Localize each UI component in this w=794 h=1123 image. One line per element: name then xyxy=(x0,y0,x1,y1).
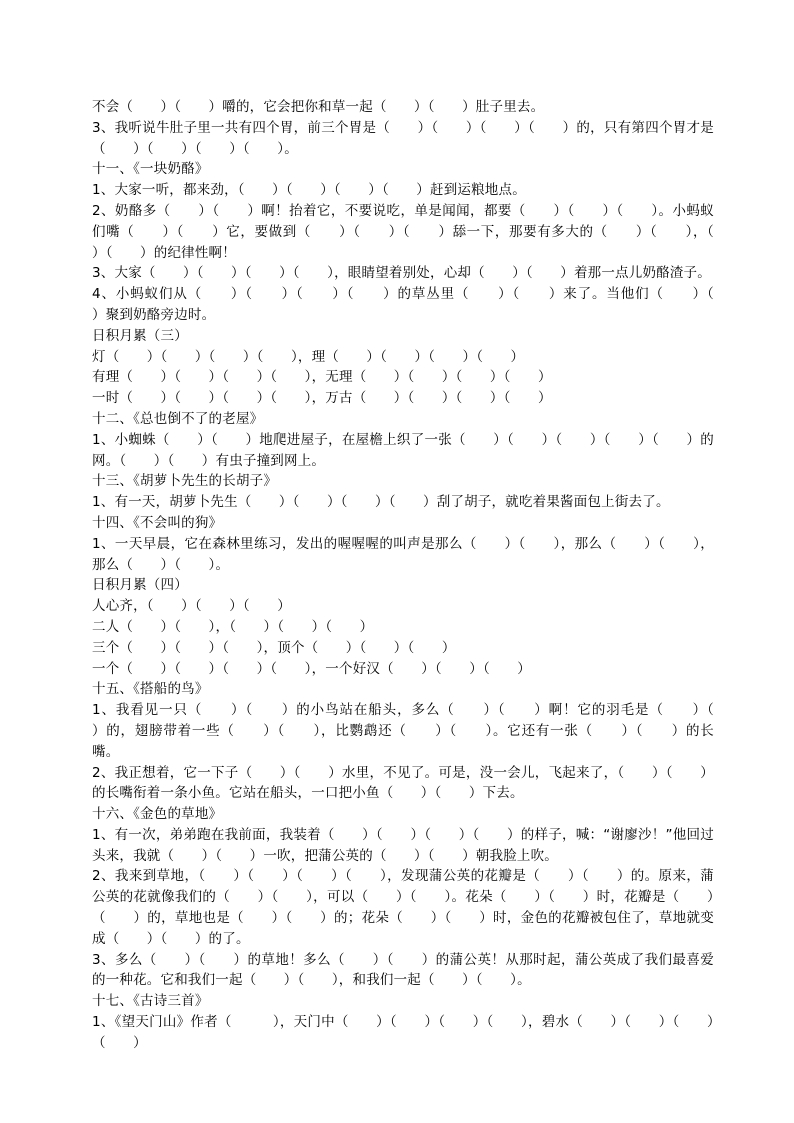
section-heading: 日积月累（三） xyxy=(92,327,188,344)
section-heading: 十三、《胡萝卜先生的长胡子》 xyxy=(92,473,278,490)
question-item: 1、有一天，胡萝卜先生（ ）（ ）（ ）（ ）刮了胡子，就吃着果酱面包上街去了。 xyxy=(92,494,670,511)
question-item: 1、一天早晨，它在森林里练习，发出的喔喔喔的叫声是那么（ ）（ ），那么（ ）（ ），那么（ ）（ ）。 xyxy=(92,535,714,573)
idiom-line: 三个（ ）（ ）（ ），顶个（ ）（ ）（ ） xyxy=(92,639,456,656)
section-heading: 日积月累（四） xyxy=(92,577,188,594)
section-heading: 十五、《搭船的鸟》 xyxy=(92,681,209,698)
question-item: 1、有一次，弟弟跑在我前面，我装着（ ）（ ）（ ）（ ）的样子，喊：“谢廖沙！”他回过头来，我就（ ）（ ）一吹，把蒲公英的（ ）（ ）朝我脸上吹。 xyxy=(92,826,714,864)
question-item: 1、大家一听，都来劲，（ ）（ ）（ ）（ ）赶到运粮地点。 xyxy=(92,182,526,199)
question-3-stomachs: 3、我听说牛肚子里一共有四个胃，前三个胃是（ ）（ ）（ ）（ ）的，只有第四个胃才是（ ）（ ）（ ）（ ）。 xyxy=(92,119,714,157)
question-item: 1、小蜘蛛（ ）（ ）地爬进屋子，在屋檐上织了一张（ ）（ ）（ ）（ ）（ ）的网。（ ）（ ）有虫子撞到网上。 xyxy=(92,431,714,469)
question-item: 2、我来到草地，（ ）（ ）（ ）（ ），发现蒲公英的花瓣是（ ）（ ）的。原来，蒲公英的花就像我们的（ ）（ ），可以（ ）（ ）。花朵（ ）（ ）时，花瓣是（ ）（ ）的，草地也是（ ）（ ）的；花朵（ ）（ ）时，金色的花瓣被包住了，草地就变成（ ）（ ）的了。 xyxy=(92,868,714,947)
idiom-line: 人心齐，（ ）（ ）（ ） xyxy=(92,598,291,615)
idiom-line: 一时（ ）（ ）（ ）（ ），万古（ ）（ ）（ ）（ ） xyxy=(92,390,552,407)
question-item: 4、小蚂蚁们从（ ）（ ）（ ）（ ）的草丛里（ ）（ ）来了。当他们（ ）（ ）聚到奶酪旁边时。 xyxy=(92,286,742,323)
section-heading: 十四、《不会叫的狗》 xyxy=(92,514,223,531)
worksheet-page xyxy=(92,97,742,1054)
section-heading: 十七、《古诗三首》 xyxy=(92,993,209,1010)
idiom-line: 灯（ ）（ ）（ ）（ ），理（ ）（ ）（ ）（ ） xyxy=(92,348,525,365)
question-item: 3、大家（ ）（ ）（ ）（ ），眼睛望着别处，心却（ ）（ ）着那一点儿奶酪渣子。 xyxy=(92,265,711,282)
idiom-line: 有理（ ）（ ）（ ）（ ），无理（ ）（ ）（ ）（ ） xyxy=(92,369,552,386)
section-heading: 十六、《金色的草地》 xyxy=(92,806,223,823)
section-heading: 十一、《一块奶酪》 xyxy=(92,161,209,178)
question-item: 2、我正想着，它一下子（ ）（ ）水里，不见了。可是，没一会儿，飞起来了，（ ）（ ）的长嘴衔着一条小鱼。它站在船头，一口把小鱼（ ）（ ）下去。 xyxy=(92,764,714,802)
idiom-line: 一个（ ）（ ）（ ）（ ），一个好汉（ ）（ ）（ ） xyxy=(92,660,531,677)
question-item: 3、多么（ ）（ ）的草地！多么（ ）（ ）的蒲公英！从那时起，蒲公英成了我们最喜爱的一种花。它和我们一起（ ）（ ），和我们一起（ ）（ ）。 xyxy=(92,951,714,989)
section-heading: 十二、《总也倒不了的老屋》 xyxy=(92,410,264,427)
question-item: 2、奶酪多（ ）（ ）啊！抬着它，不要说吃，单是闻闻，都要（ ）（ ）（ ）。小蚂蚁们嘴（ ）（ ）它，要做到（ ）（ ）（ ）舔一下，那要有多大的（ ）（ ），（ ）（ ）的纪律性啊！ xyxy=(92,202,742,261)
idiom-line: 二人（ ）（ ），（ ）（ ）（ ） xyxy=(92,618,374,635)
text-line: 不会（ ）（ ）嚼的，它会把你和草一起（ ）（ ）肚子里去。 xyxy=(92,99,545,115)
question-item: 1、我看见一只（ ）（ ）的小鸟站在船头，多么（ ）（ ）啊！它的羽毛是（ ）（ ）的，翅膀带着一些（ ）（ ），比鹦鹉还（ ）（ ）。它还有一张（ ）（ ）的长嘴。 xyxy=(92,702,742,760)
question-item: 1、《望天门山》作者（ ），天门中（ ）（ ）（ ）（ ），碧水（ ）（ ）（ ）（ ） xyxy=(92,1014,714,1051)
